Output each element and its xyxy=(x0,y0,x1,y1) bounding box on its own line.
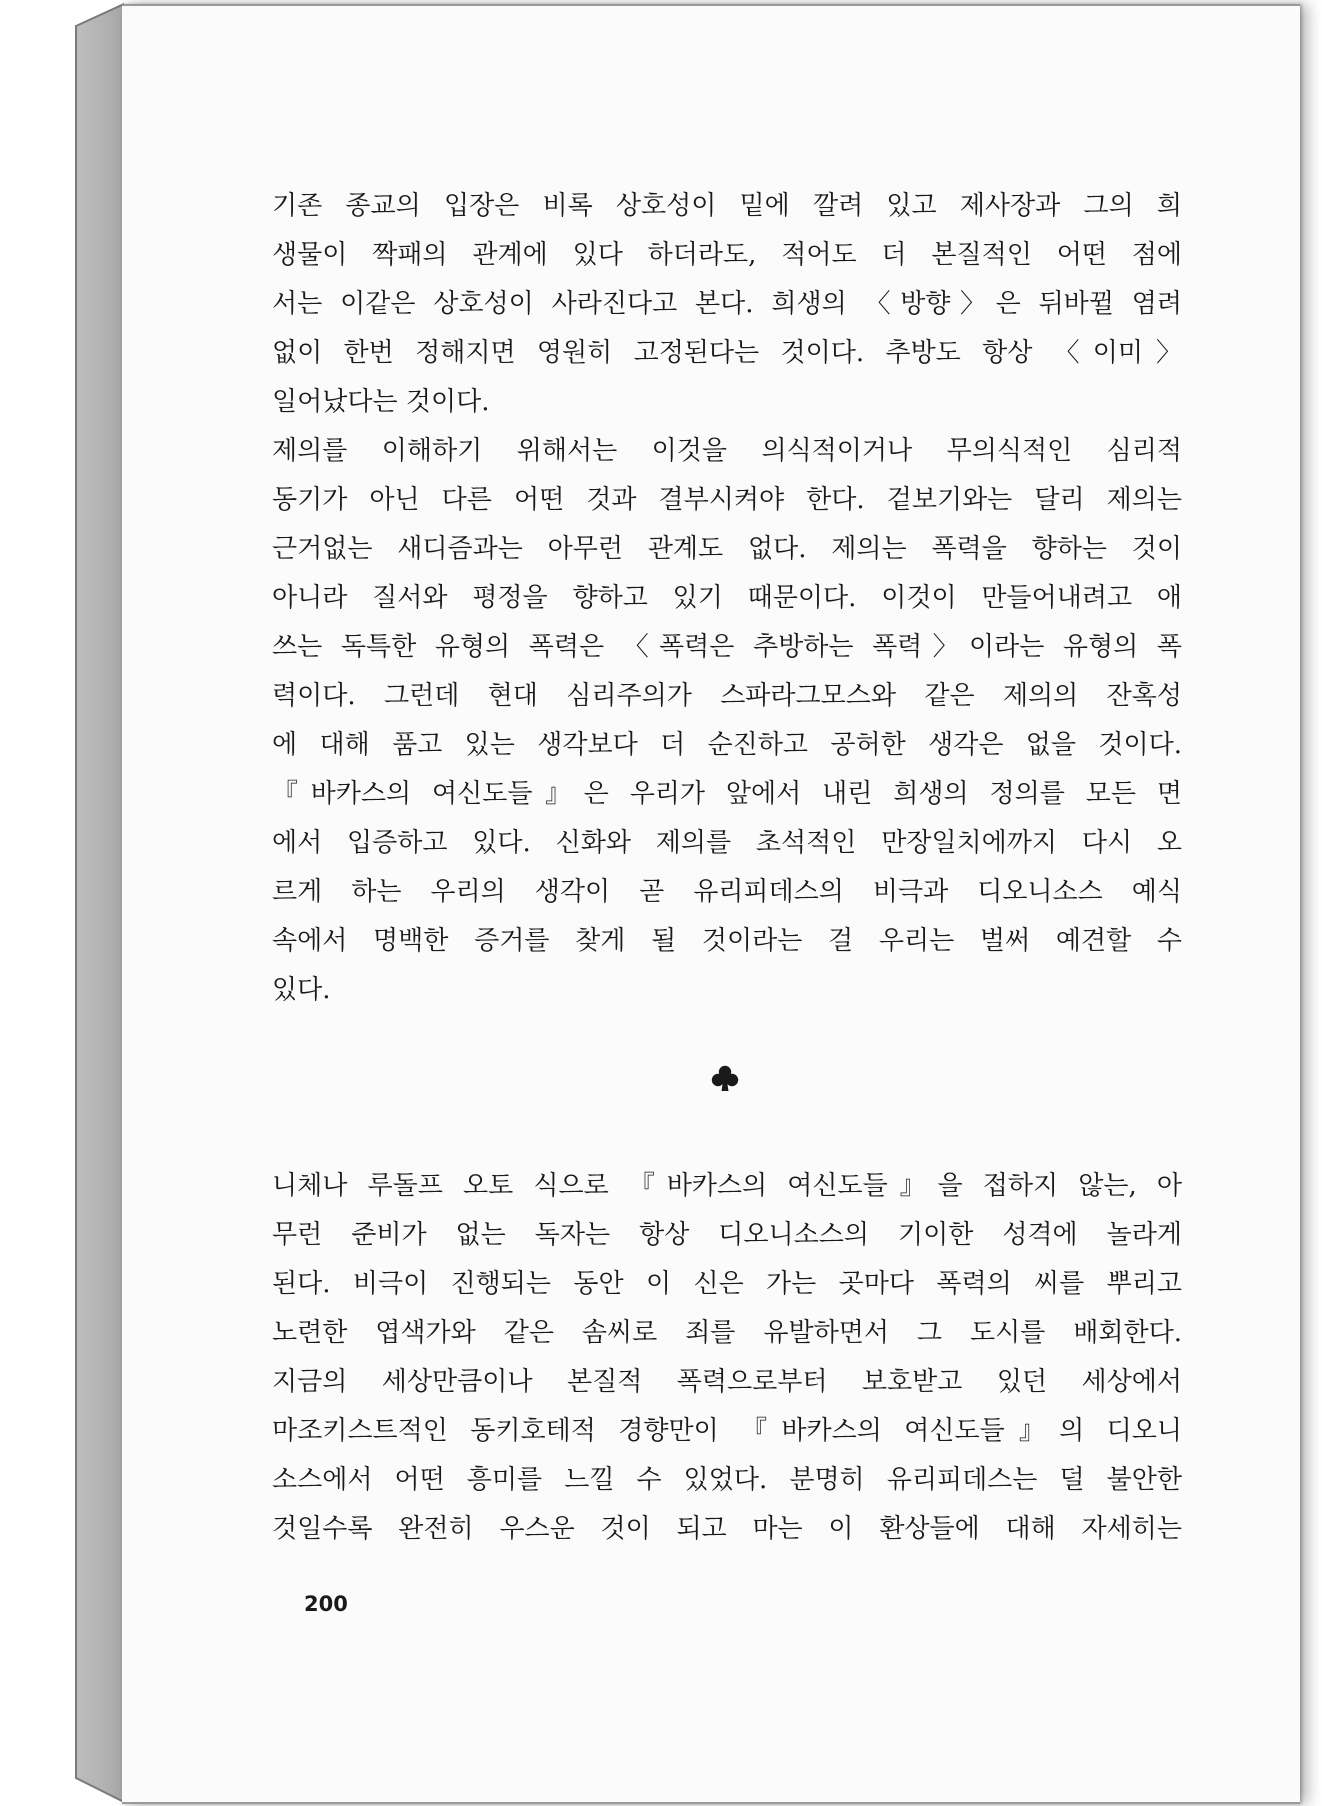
text-line: 지금의 세상만큼이나 본질적 폭력으로부터 보호받고 있던 세상에서 xyxy=(272,1367,1182,1397)
text-line: 동기가 아닌 다른 어떤 것과 결부시켜야 한다. 겉보기와는 달리 제의는 xyxy=(272,485,1182,515)
text-line: 무런 준비가 없는 독자는 항상 디오니소스의 기이한 성격에 놀라게 xyxy=(272,1220,1182,1250)
text-line: 르게 하는 우리의 생각이 곧 유리피데스의 비극과 디오니소스 예식 xyxy=(272,877,1182,907)
page-number: 200 xyxy=(304,1592,348,1616)
text-line: 『바카스의 여신도들』은 우리가 앞에서 내린 희생의 정의를 모든 면 xyxy=(272,779,1182,809)
text-line: 된다. 비극이 진행되는 동안 이 신은 가는 곳마다 폭력의 씨를 뿌리고 xyxy=(272,1269,1182,1299)
text-line: 에 대해 품고 있는 생각보다 더 순진하고 공허한 생각은 없을 것이다. xyxy=(272,730,1182,760)
text-line: 일어났다는 것이다. xyxy=(272,387,490,417)
text-line: 니체나 루돌프 오토 식으로 『바카스의 여신도들』을 접하지 않는, 아 xyxy=(272,1171,1182,1201)
text-line: 것일수록 완전히 우스운 것이 되고 마는 이 환상들에 대해 자세히는 xyxy=(272,1514,1182,1544)
text-line: 아니라 질서와 평정을 향하고 있기 때문이다. 이것이 만들어내려고 애 xyxy=(272,583,1182,613)
text-line: 서는 이같은 상호성이 사라진다고 본다. 희생의 〈방향〉은 뒤바뀔 염려 xyxy=(272,289,1182,319)
text-line: 소스에서 어떤 흥미를 느낄 수 있었다. 분명히 유리피데스는 덜 불안한 xyxy=(272,1465,1182,1495)
text-line: 제의를 이해하기 위해서는 이것을 의식적이거나 무의식적인 심리적 xyxy=(272,436,1182,466)
book-page xyxy=(122,4,1300,1804)
text-line: 속에서 명백한 증거를 찾게 될 것이라는 걸 우리는 벌써 예견할 수 xyxy=(272,926,1182,956)
text-line: 없이 한번 정해지면 영원히 고정된다는 것이다. 추방도 항상 〈이미〉 xyxy=(272,338,1182,368)
text-line: 있다. xyxy=(272,975,331,1005)
text-line: 력이다. 그런데 현대 심리주의가 스파라그모스와 같은 제의의 잔혹성 xyxy=(272,681,1182,711)
text-line: 기존 종교의 입장은 비록 상호성이 밑에 깔려 있고 제사장과 그의 희 xyxy=(272,191,1182,221)
text-line: 노련한 엽색가와 같은 솜씨로 죄를 유발하면서 그 도시를 배회한다. xyxy=(272,1318,1182,1348)
text-line: 생물이 짝패의 관계에 있다 하더라도, 적어도 더 본질적인 어떤 점에 xyxy=(272,240,1182,270)
body-text-2 xyxy=(272,1162,1182,1554)
text-line: 쓰는 독특한 유형의 폭력은 〈폭력은 추방하는 폭력〉이라는 유형의 폭 xyxy=(272,632,1182,662)
body-text xyxy=(272,182,1182,1015)
text-line: 근거없는 새디즘과는 아무런 관계도 없다. 제의는 폭력을 향하는 것이 xyxy=(272,534,1182,564)
text-line: 에서 입증하고 있다. 신화와 제의를 초석적인 만장일치에까지 다시 오 xyxy=(272,828,1182,858)
text-line: 마조키스트적인 동키호테적 경향만이 『바카스의 여신도들』의 디오니 xyxy=(272,1416,1182,1446)
book-spine xyxy=(0,0,124,1806)
club-icon xyxy=(710,1064,740,1094)
